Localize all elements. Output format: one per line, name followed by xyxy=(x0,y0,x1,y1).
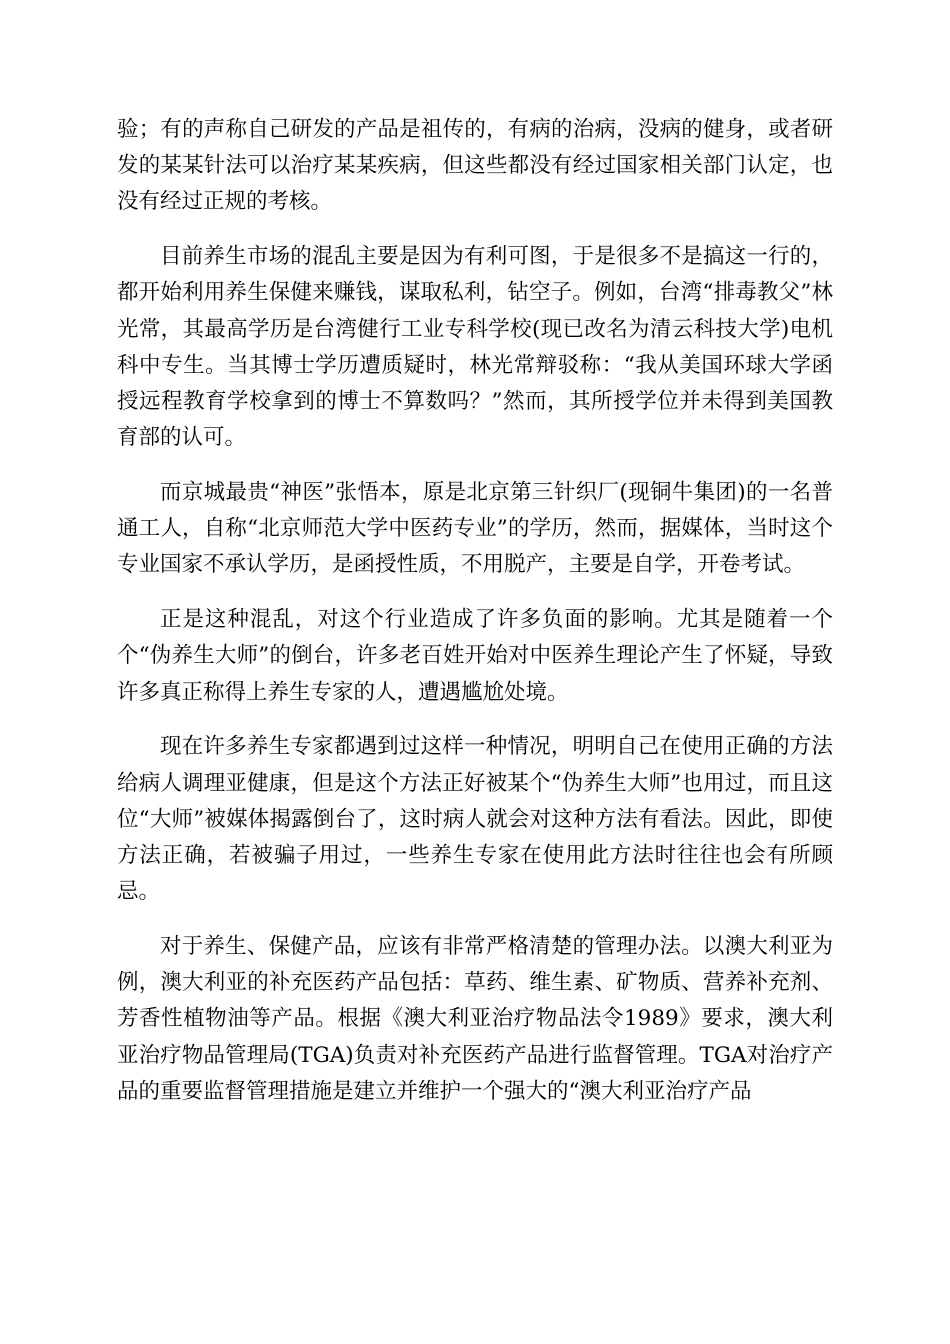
paragraph-6: 对于养生、保健产品，应该有非常严格清楚的管理办法。以澳大利亚为例，澳大利亚的补充医药产品包括：草药、维生素、矿物质、营养补充剂、芳香性植物油等产品。根据《澳大利亚治疗物品法令1989》要求，澳大利亚治疗物品管理局(TGA)负责对补充医药产品进行监督管理。TGA对治疗产品的重要监督管理措施是建立并维护一个强大的“澳大利亚治疗产品 xyxy=(117,934,833,1104)
paragraph-3: 而京城最贵“神医”张悟本，原是北京第三针织厂(现铜牛集团)的一名普通工人，自称“北京师范大学中医药专业”的学历，然而，据媒体，当时这个专业国家不承认学历，是函授性质，不用脱产，主要是自学，开卷考试。 xyxy=(117,480,833,578)
paragraph-2: 目前养生市场的混乱主要是因为有利可图，于是很多不是搞这一行的，都开始利用养生保健来赚钱，谋取私利，钻空子。例如，台湾“排毒教父”林光常，其最高学历是台湾健行工业专科学校(现已改名为清云科技大学)电机科中专生。当其博士学历遭质疑时，林光常辩驳称：“我从美国环球大学函授远程教育学校拿到的博士不算数吗？”然而，其所授学位并未得到美国教育部的认可。 xyxy=(117,244,833,451)
document-body xyxy=(117,112,833,1110)
paragraph-4: 正是这种混乱，对这个行业造成了许多负面的影响。尤其是随着一个个“伪养生大师”的倒台，许多老百姓开始对中医养生理论产生了怀疑，导致许多真正称得上养生专家的人，遭遇尴尬处境。 xyxy=(117,607,833,705)
paragraph-5: 现在许多养生专家都遇到过这样一种情况，明明自己在使用正确的方法给病人调理亚健康，但是这个方法正好被某个“伪养生大师”也用过，而且这位“大师”被媒体揭露倒台了，这时病人就会对这种方法有看法。因此，即使方法正确，若被骗子用过，一些养生专家在使用此方法时往往也会有所顾忌。 xyxy=(117,734,833,905)
paragraph-1: 验；有的声称自己研发的产品是祖传的，有病的治病，没病的健身，或者研发的某某针法可以治疗某某疾病，但这些都没有经过国家相关部门认定，也没有经过正规的考核。 xyxy=(117,117,833,215)
